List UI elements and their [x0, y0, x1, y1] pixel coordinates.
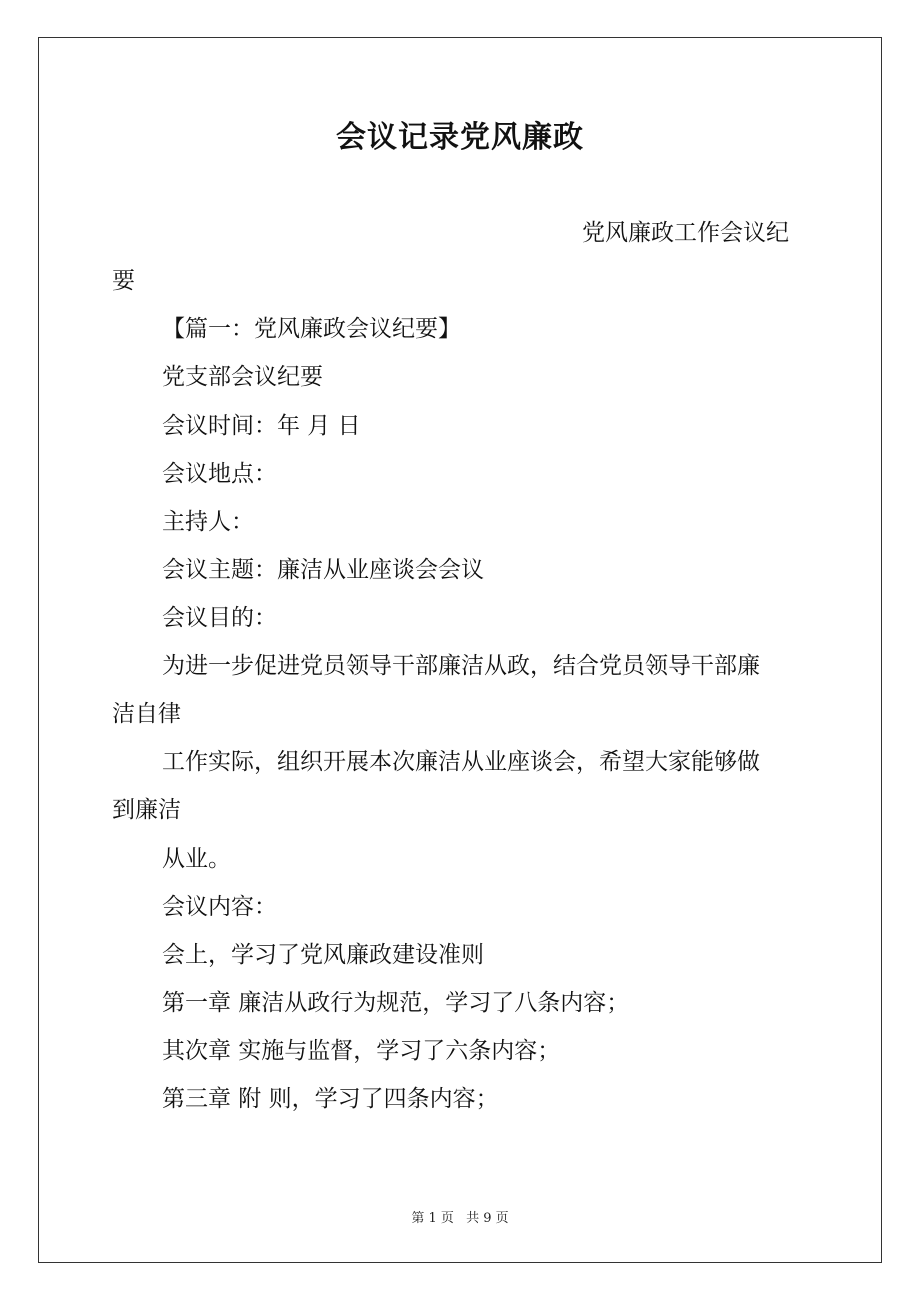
body-line: 会议时间：年 月 日 [162, 413, 361, 439]
body-line: 工作实际，组织开展本次廉洁从业座谈会，希望大家能够做 [162, 749, 760, 775]
body-line: 党支部会议纪要 [162, 364, 323, 390]
section-heading: 【篇一：党风廉政会议纪要】 [162, 316, 461, 342]
body-line: 会议目的： [162, 605, 277, 631]
body-line: 从业。 [162, 846, 231, 872]
body-line: 到廉洁 [112, 797, 181, 823]
body-line: 为进一步促进党员领导干部廉洁从政，结合党员领导干部廉 [162, 653, 760, 679]
body-line: 会议内容： [162, 894, 277, 920]
page-number: 第 1 页 [411, 1211, 454, 1226]
body-line: 其次章 实施与监督，学习了六条内容； [162, 1038, 561, 1064]
subtitle-line-1: 党风廉政工作会议纪 [582, 220, 789, 246]
body-line: 会议地点： [162, 461, 277, 487]
document-title: 会议记录党风廉政 [336, 120, 584, 155]
body-line: 主持人： [162, 509, 254, 535]
body-line: 会议主题：廉洁从业座谈会会议 [162, 557, 484, 583]
page-footer [0, 1207, 920, 1226]
body-line: 第一章 廉洁从政行为规范，学习了八条内容； [162, 990, 630, 1016]
body-line: 会上，学习了党风廉政建设准则 [162, 942, 484, 968]
page-total: 共 9 页 [466, 1211, 509, 1226]
subtitle-line-2: 要 [112, 268, 135, 294]
body-line: 洁自律 [112, 701, 181, 727]
body-line: 第三章 附 则，学习了四条内容； [162, 1086, 499, 1112]
